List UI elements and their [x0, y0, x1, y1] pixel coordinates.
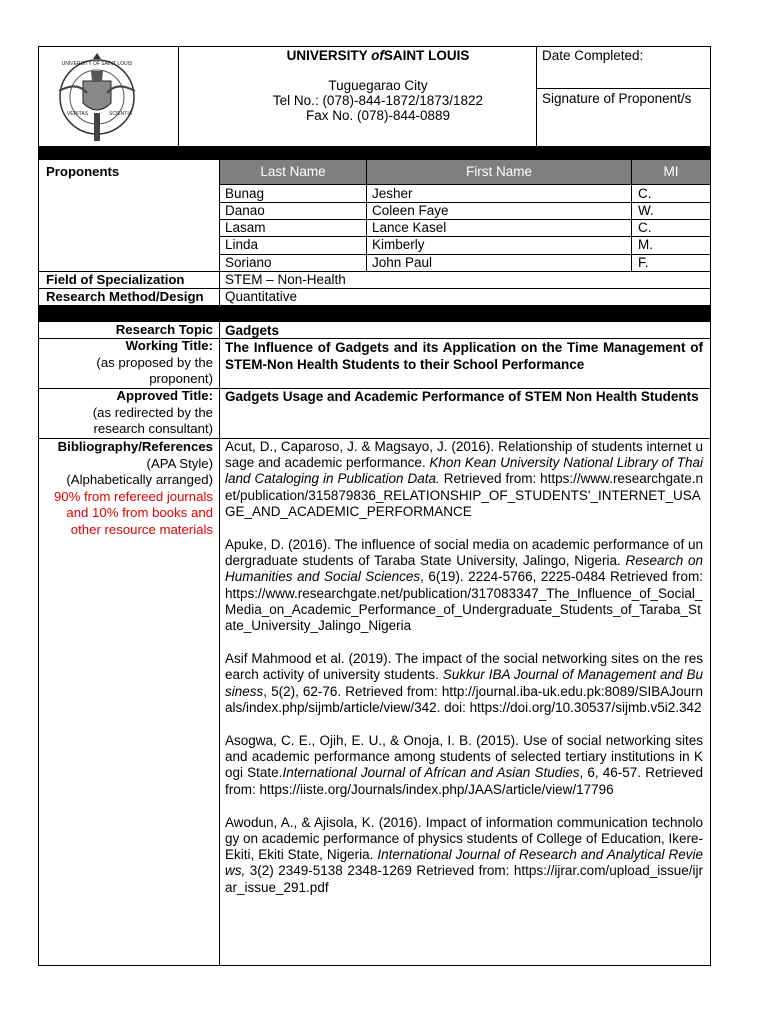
bibliography-label: [43, 439, 213, 538]
method-label: Research Method/Design: [46, 289, 204, 304]
proponent-last-name: Bunag: [225, 186, 265, 201]
proponents-label: Proponents: [46, 164, 120, 179]
logo-motto-top: UNIVERSITY OF SAINT LOUIS: [61, 61, 133, 67]
row-line: [219, 202, 710, 203]
university-name-suffix: SAINT LOUIS: [383, 48, 470, 63]
first-name-header: First Name: [367, 160, 631, 184]
university-name: [219, 48, 537, 63]
reference-journal: International Journal of Research and Analytical Reviews,: [225, 847, 703, 879]
approved-title-label: [43, 388, 213, 438]
working-title-sub2: proponent): [149, 371, 213, 386]
proponent-first-name: John Paul: [372, 255, 433, 270]
proponent-mi: M.: [638, 237, 653, 252]
reference-text: Asogwa, C. E., Ojih, E. U., & Onoja, I. B. (2015). Use of social networking sites and academic performance among students of selected tertiary institutions in Kogi State.: [225, 733, 703, 781]
proponent-last-name: Danao: [225, 203, 265, 218]
topic-value: Gadgets: [225, 323, 280, 338]
reference-text: Awodun, A., & Ajisola, K. (2016). Impact of information communication technology on academic performance of physics students of College of Education, Ikere-Ekiti, Ekiti State, Nigeria.: [225, 814, 704, 863]
approved-title-sub2: research consultant): [93, 421, 213, 436]
approved-title-sub1: (as redirected by the: [92, 404, 213, 420]
reference-entry: [225, 733, 703, 798]
row-line: [219, 219, 710, 220]
university-city: Tuguegarao City: [328, 78, 428, 93]
topic-label-text: Research Topic: [115, 322, 213, 337]
reference-text: , 6(19). 2224-5766, 2225-0484 Retrieved from: https://www.researchgate.net/publication/317083347_The_Influence_of_Social_Media_on_Academic_Performance_of_Undergraduate_Students_of_Taraba_State_University_Jalingo_Nigeria: [225, 569, 703, 634]
bibliography-sub1: (APA Style): [146, 455, 213, 471]
bibliography-label-text: Bibliography/References: [57, 439, 213, 454]
topic-label: [43, 322, 213, 339]
working-title-label-text: Working Title:: [125, 338, 213, 353]
reference-text: Apuke, D. (2016). The influence of social media on academic performance of undergraduate students of Taraba State University, Jalingo, Nigeria.: [225, 537, 703, 569]
university-fax: Fax No. (078)-844-0889: [305, 108, 451, 123]
working-title-value: The Influence of Gadgets and its Application on the Time Management of STEM-Non Health Students to their School Performance: [225, 340, 703, 372]
reference-text: , 5(2), 62-76. Retrieved from: http://journal.iba-uk.edu.pk:8089/SIBAJournals/index.php/sijmb/article/view/342. doi: https://doi.org/10.30537/sijmb.v5i2.342: [225, 683, 703, 715]
university-name-of: of: [371, 48, 384, 63]
row-line: [219, 254, 710, 255]
field-label: Field of Specialization: [46, 272, 185, 287]
proponent-first-name: Coleen Faye: [372, 203, 449, 218]
row-line: [219, 236, 710, 237]
proponent-mi: C.: [638, 186, 652, 201]
reference-text: Acut, D., Caparoso, J. & Magsayo, J. (2016). Relationship of students internet usage and academic performance.: [225, 439, 703, 471]
references-list: [225, 439, 703, 913]
proponent-mi: W.: [638, 203, 654, 218]
date-completed-label: Date Completed:: [542, 48, 644, 63]
approved-title-value: Gadgets Usage and Academic Performance of STEM Non Health Students: [225, 389, 699, 404]
proponent-first-name: Kimberly: [372, 237, 425, 252]
method-value: Quantitative: [225, 289, 298, 304]
proponent-first-name: Lance Kasel: [372, 220, 447, 235]
proponent-last-name: Soriano: [225, 255, 272, 270]
approved-title-label-text: Approved Title:: [116, 388, 213, 403]
logo-motto-left: VERITAS: [67, 111, 89, 117]
university-header: [219, 47, 537, 123]
reference-journal: Sukkur IBA Journal of Management and Business: [225, 667, 704, 699]
research-form-frame: [38, 46, 711, 966]
reference-text: Asif Mahmood et al. (2019). The impact of the social networking sites on the research activity of university students.: [225, 651, 703, 683]
section-divider-bar: [39, 146, 710, 160]
signature-label: Signature of Proponent/s: [542, 91, 692, 106]
section-divider-bar: [39, 305, 710, 322]
reference-entry: [225, 439, 703, 520]
row-line: [219, 184, 710, 185]
bibliography-sub2: (Alphabetically arranged): [66, 472, 213, 487]
proponent-last-name: Linda: [225, 237, 259, 252]
reference-text: Retrieved from: https://www.researchgate.net/publication/315879836_RELATIONSHIP_OF_STUDENTS'_INTERNET_USAGE_AND_ACADEMIC_PERFORMANCE: [225, 471, 703, 519]
university-tel: Tel No.: (078)-844-1872/1873/1822: [272, 93, 484, 108]
working-title-label: [43, 338, 213, 388]
university-seal-logo: [47, 51, 157, 151]
reference-entry: [225, 815, 703, 896]
proponent-mi: C.: [638, 220, 652, 235]
proponent-mi: F.: [638, 255, 649, 270]
reference-journal: Khon Kean University National Library of Thailand Cataloging in Publication Data.: [225, 455, 704, 487]
proponent-last-name: Lasam: [225, 220, 266, 235]
mi-header: MI: [632, 160, 710, 184]
reference-journal: International Journal of African and Asian Studies: [282, 765, 580, 781]
reference-journal: Research on Humanities and Social Sciences: [225, 553, 703, 585]
label-column-divider: [219, 160, 220, 966]
bibliography-red3: other resource materials: [70, 521, 213, 537]
university-name-prefix: UNIVERSITY: [286, 48, 372, 63]
proponent-first-name: Jesher: [372, 186, 413, 201]
reference-text: 3(2) 2349-5138 2348-1269 Retrieved from: https://ijrar.com/upload_issue/ijrar_issue_291.pdf: [225, 863, 703, 895]
bibliography-red1: 90% from refereed journals: [53, 488, 213, 504]
working-title-sub1: (as proposed by the: [96, 354, 213, 370]
last-name-header: Last Name: [220, 160, 366, 184]
header-date-underline: [536, 88, 711, 89]
reference-entry: [225, 537, 703, 634]
reference-text: , 6, 46-57. Retrieved from: https://iiste.org/Journals/index.php/JAAS/article/view/17796: [225, 765, 703, 797]
field-value: STEM – Non-Health: [225, 272, 346, 287]
logo-motto-right: SCIENTIA: [109, 111, 133, 117]
header-left-divider: [178, 47, 179, 146]
reference-entry: [225, 651, 703, 716]
bibliography-red2: and 10% from books and: [66, 505, 213, 520]
